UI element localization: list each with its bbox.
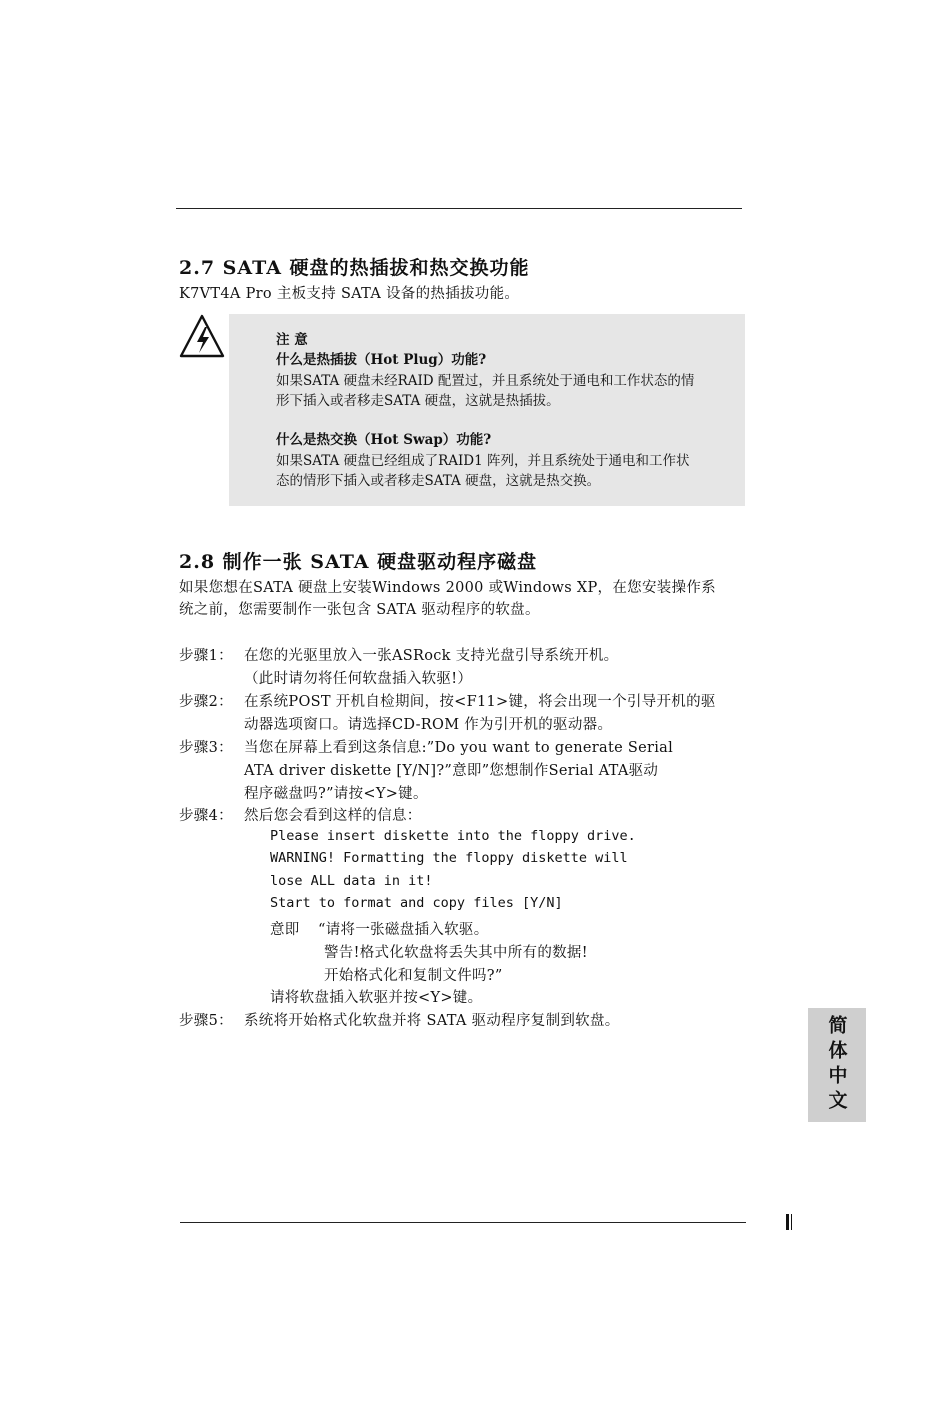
section-2-8-intro-2: 统之前，您需要制作一张包含 SATA 驱动程序的软盘。 (179, 602, 540, 618)
section-2-7-intro: K7VT4A Pro 主板支持 SATA 设备的热插拔功能。 (179, 286, 520, 302)
page-number-mark (786, 1214, 796, 1230)
step-text: 动器选项窗口。请选择CD-ROM 作为引开机的驱动器。 (244, 717, 613, 733)
note-answer-hot-plug-1: 如果SATA 硬盘未经RAID 配置过，并且系统处于通电和工作状态的情 (276, 373, 695, 389)
step-label: 步骤4： (179, 808, 233, 824)
step-text: ATA driver diskette [Y/N]?”意即”您想制作Serial ATA驱动 (244, 763, 659, 779)
step-label: 步骤2： (179, 694, 233, 710)
note-question-hot-plug: 什么是热插拔（Hot Plug）功能? (276, 352, 487, 368)
warning-icon (178, 313, 226, 361)
language-side-tab-label: 简体中文 (825, 1015, 848, 1115)
step-text: 系统将开始格式化软盘并将 SATA 驱动程序复制到软盘。 (244, 1013, 620, 1029)
section-2-8-intro-1: 如果您想在SATA 硬盘上安装Windows 2000 或Windows XP，在您安装操作系 (179, 580, 716, 596)
note-question-hot-swap: 什么是热交换（Hot Swap）功能? (276, 432, 492, 448)
note-answer-hot-swap-1: 如果SATA 硬盘已经组成了RAID1 阵列，并且系统处于通电和工作状 (276, 453, 690, 469)
console-line: lose ALL data in it! (270, 873, 433, 889)
step-text: 在系统POST 开机自检期间，按<F11>键，将会出现一个引导开机的驱 (244, 694, 716, 710)
note-box (229, 314, 745, 506)
meaning-label: 意即 (270, 922, 300, 938)
meaning-line: 开始格式化和复制文件吗?” (324, 968, 503, 984)
step-4-instruction: 请将软盘插入软驱并按<Y>键。 (270, 990, 483, 1006)
note-answer-hot-swap-2: 态的情形下插入或者移走SATA 硬盘，这就是热交换。 (276, 473, 601, 489)
console-line: WARNING! Formatting the floppy diskette will (270, 850, 628, 866)
header-rule (176, 208, 742, 209)
step-text: 当您在屏幕上看到这条信息:”Do you want to generate Serial (244, 740, 674, 756)
meaning-line: “请将一张磁盘插入软驱。 (318, 922, 489, 938)
language-side-tab (808, 1008, 866, 1122)
section-2-8-heading: 2.8 制作一张 SATA 硬盘驱动程序磁盘 (179, 551, 538, 573)
note-answer-hot-plug-2: 形下插入或者移走SATA 硬盘，这就是热插拔。 (276, 393, 560, 409)
meaning-line: 警告!格式化软盘将丢失其中所有的数据! (324, 945, 588, 961)
step-text: 在您的光驱里放入一张ASRock 支持光盘引导系统开机。 (244, 648, 619, 664)
console-line: Start to format and copy files [Y/N] (270, 895, 563, 911)
step-label: 步骤5： (179, 1013, 233, 1029)
section-2-7-heading: 2.7 SATA 硬盘的热插拔和热交换功能 (179, 257, 530, 279)
step-label: 步骤3： (179, 740, 233, 756)
step-label: 步骤1： (179, 648, 233, 664)
step-text: 然后您会看到这样的信息： (244, 808, 422, 824)
footer-rule (180, 1222, 746, 1223)
note-title: 注 意 (276, 332, 308, 348)
step-text: （此时请勿将任何软盘插入软驱!） (244, 671, 473, 687)
console-line: Please insert diskette into the floppy drive. (270, 828, 636, 844)
step-text: 程序磁盘吗?”请按<Y>键。 (244, 786, 428, 802)
